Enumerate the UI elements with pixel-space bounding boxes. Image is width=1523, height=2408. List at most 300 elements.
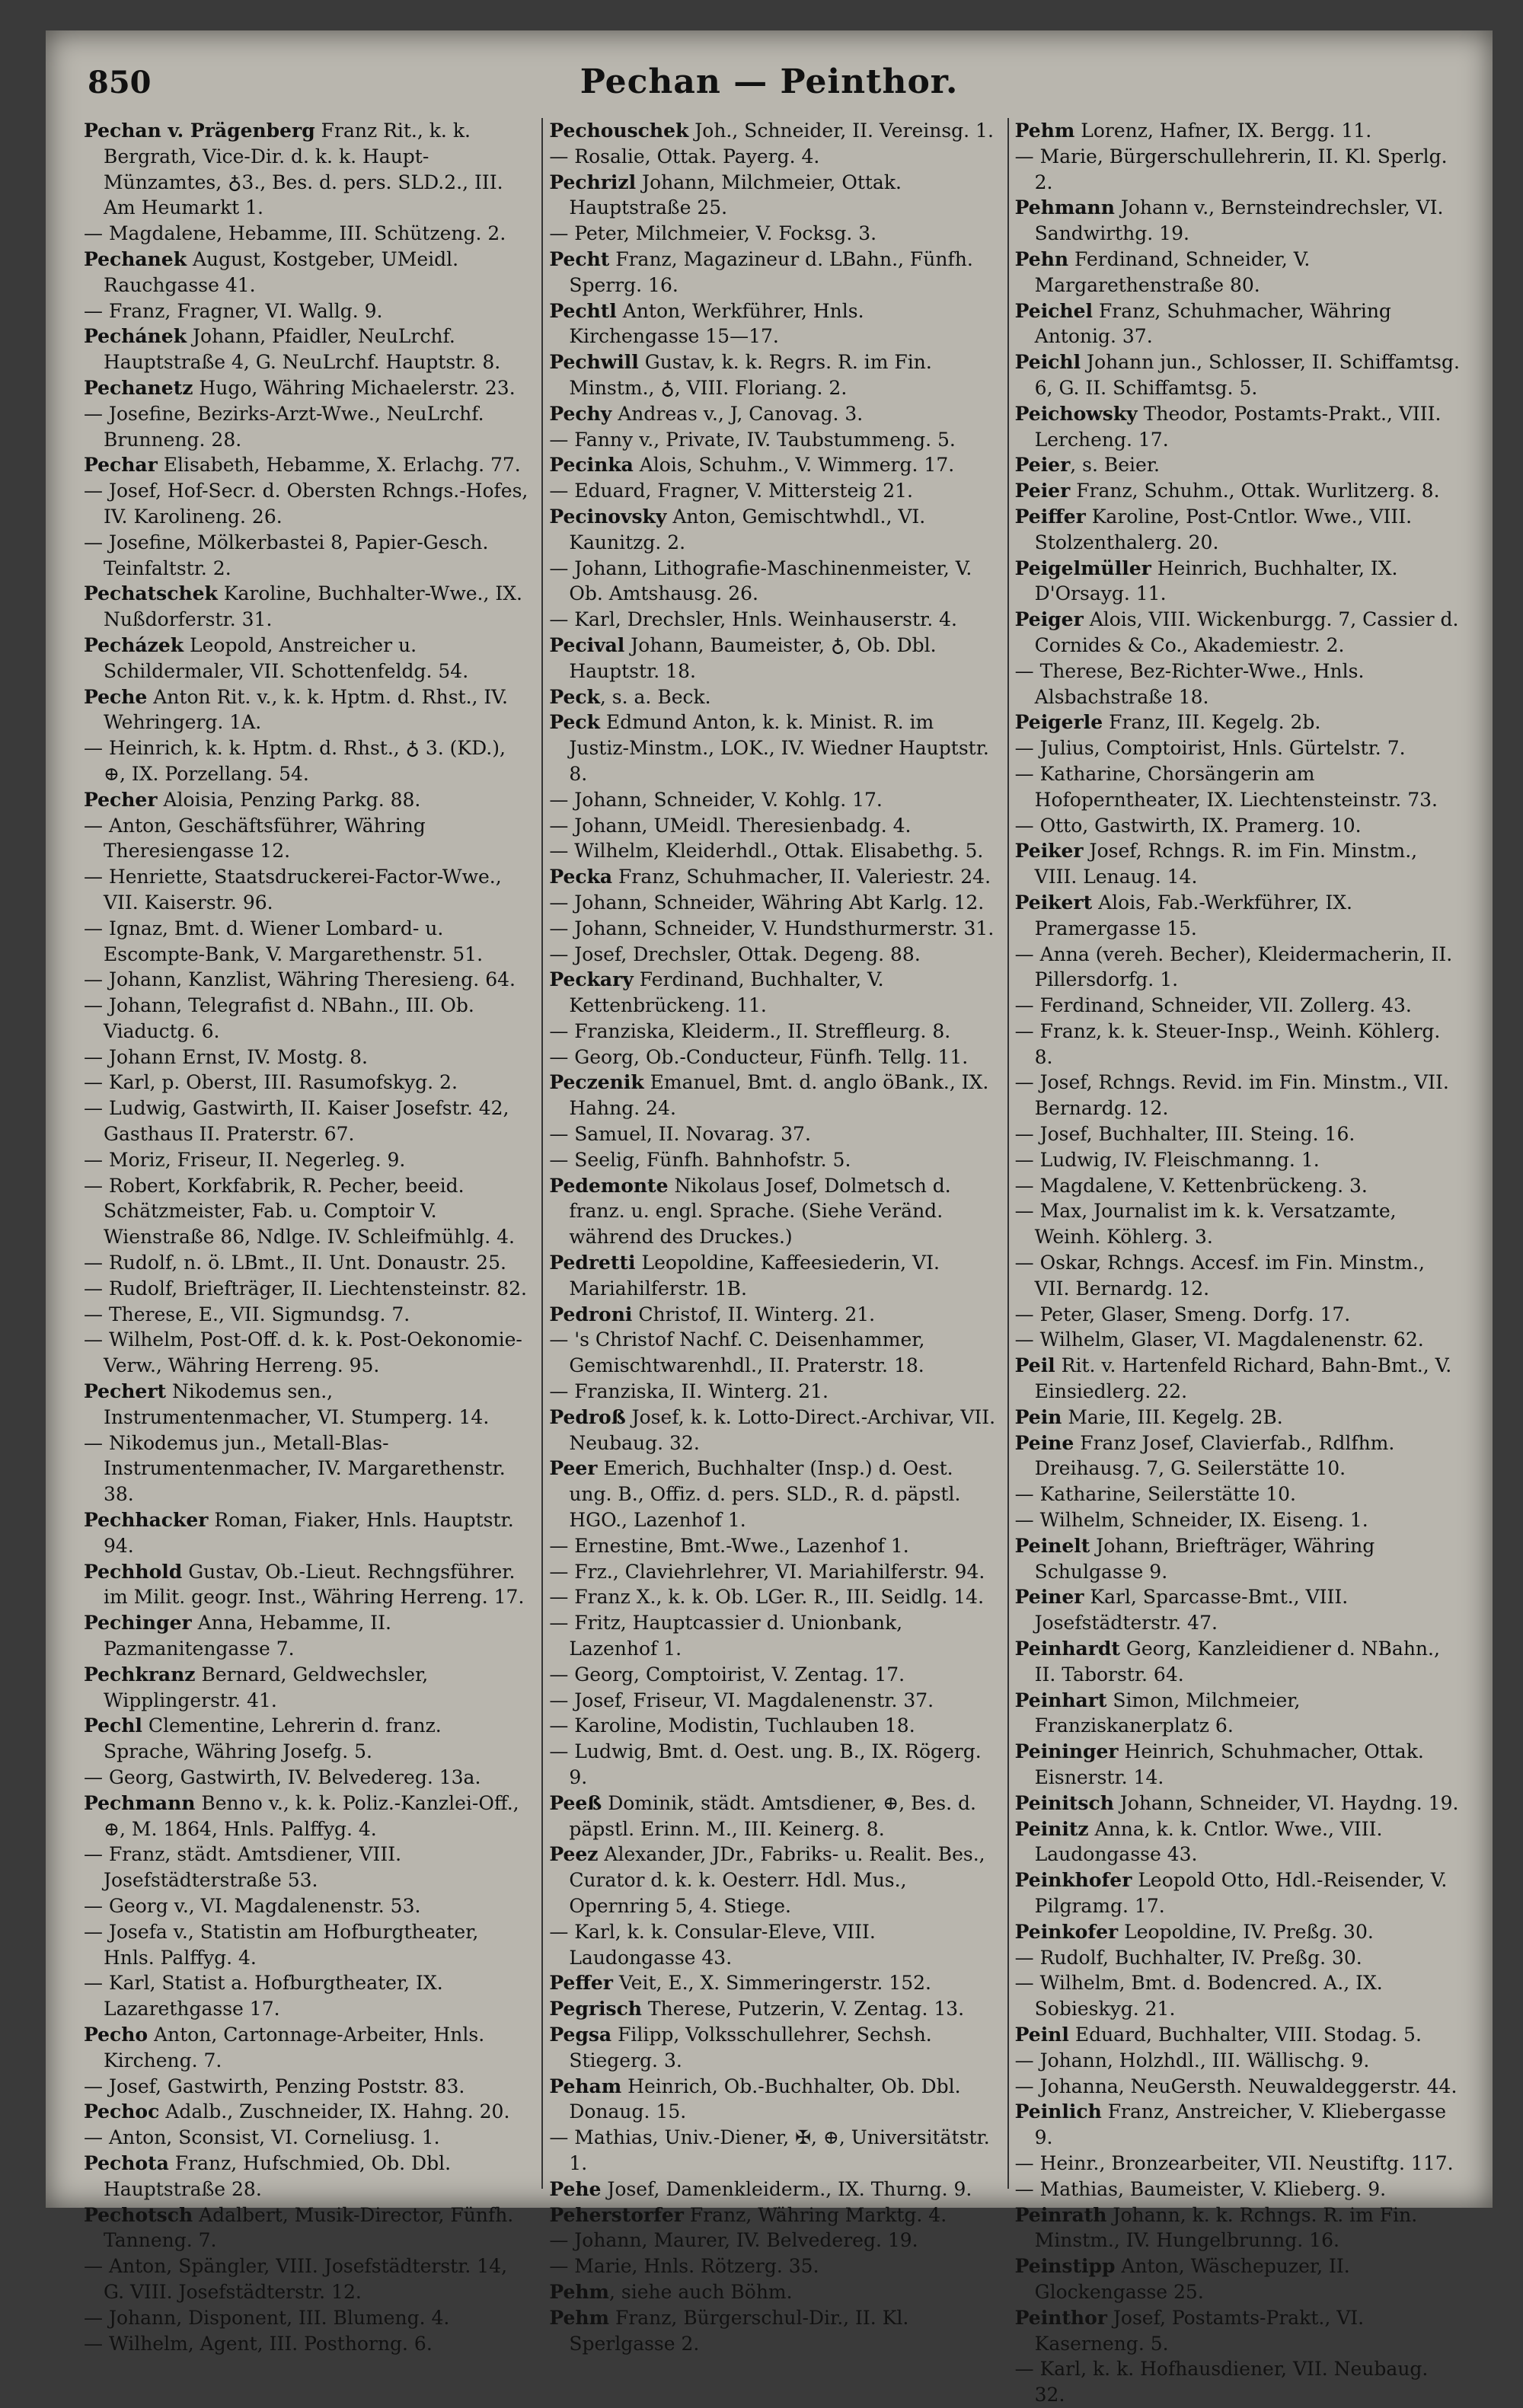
entry-surname: Peham (549, 2075, 622, 2097)
entry-details: — Nikodemus jun., Metall-Blas-Instrumentenmacher, IV. Margarethenstr. 38. (84, 1431, 506, 1506)
directory-entry (1015, 1739, 1462, 1791)
directory-entry (1015, 1919, 1462, 1945)
entry-details: — Franziska, II. Winterg. 21. (549, 1380, 829, 1403)
entry-surname: Peck (549, 711, 600, 734)
directory-entry (1015, 838, 1462, 890)
directory-entry (549, 1533, 996, 1559)
directory-entry (1015, 1327, 1462, 1353)
entry-details: Franz, Schuhmacher, Währing Antonig. 37. (1034, 299, 1391, 348)
directory-entry (84, 581, 531, 633)
entry-details: Josef, Postamts-Prakt., VI. Kaserneng. 5. (1034, 2306, 1365, 2355)
entry-details: — Franz X., k. k. Ob. LGer. R., III. Seidlg. 14. (549, 1586, 985, 1609)
entry-surname: Pechan v. Prägenberg (84, 120, 315, 142)
entry-surname: Pechwill (549, 351, 639, 374)
entry-details: Franz, Schuhmacher, II. Valeriestr. 24. (612, 866, 991, 888)
running-title: Pechan — Peinthor. (580, 62, 959, 101)
entry-details: Heinrich, Buchhalter, IX. D'Orsayg. 11. (1034, 557, 1398, 605)
directory-entry (549, 2125, 996, 2177)
entry-details: — Josef, Hof-Secr. d. Obersten Rchngs.-Hofes, IV. Karolineng. 26. (84, 480, 528, 528)
directory-entry (549, 1250, 996, 1302)
entry-details: Franz, Währing Marktg. 4. (683, 2203, 947, 2226)
entry-surname: Pechtl (549, 299, 617, 322)
entry-details: Johann v., Bernsteindrechsler, VI. Sandwirthg. 19. (1034, 196, 1444, 245)
directory-entry (549, 401, 996, 427)
directory-entry (84, 1765, 531, 1791)
directory-entry (549, 1791, 996, 1842)
entry-details: Anton, Gemischtwhdl., VI. Kaunitzg. 2. (569, 505, 926, 553)
directory-entry (84, 2125, 531, 2151)
directory-entry (1015, 2099, 1462, 2151)
entry-surname: Peikert (1014, 891, 1093, 914)
directory-entry (1015, 1250, 1462, 1302)
entry-details: Josef, Damenkleiderm., IX. Thurng. 9. (601, 2177, 972, 2200)
entry-details: — Johann, Disponent, III. Blumeng. 4. (84, 2306, 450, 2329)
directory-entry (84, 1662, 531, 1714)
entry-details: Johann, Pfaidler, NeuLrchf. Hauptstraße 4, G. NeuLrchf. Hauptstr. 8. (104, 325, 501, 374)
directory-entry (1015, 2356, 1462, 2408)
entry-details: — Johann, Schneider, Währing Abt Karlg. 12. (549, 891, 985, 914)
entry-details: Gustav, Ob.-Lieut. Rechngsführer. im Milit. geogr. Inst., Währing Herreng. 17. (104, 1560, 525, 1609)
directory-entry (1015, 195, 1462, 247)
entry-surname: Pechanetz (84, 376, 193, 399)
entry-details: — Julius, Comptoirist, Hnls. Gürtelstr. 7. (1014, 737, 1406, 760)
entry-details: Roman, Fiaker, Hnls. Hauptstr. 94. (104, 1509, 514, 1557)
entry-details: — Magdalene, Hebamme, III. Schützeng. 2. (84, 222, 506, 245)
entry-surname: Pechy (549, 402, 612, 425)
entry-details: — 's Christof Nachf. C. Deisenhammer, Gemischtwarenhdl., II. Praterstr. 18. (549, 1328, 925, 1377)
directory-entry (84, 1791, 531, 1842)
entry-details: — Ludwig, Gastwirth, II. Kaiser Josefstr. 42, Gasthaus II. Praterstr. 67. (84, 1097, 509, 1146)
entry-details: — Karl, Statist a. Hofburgtheater, IX. Lazarethgasse 17. (84, 1972, 443, 2020)
page-number: 850 (88, 65, 152, 100)
entry-details: Johann, Milchmeier, Ottak. Hauptstraße 25. (569, 171, 902, 219)
entry-surname: Peche (84, 685, 148, 708)
directory-entry (549, 221, 996, 247)
entry-details: — Karl, k. k. Consular-Eleve, VIII. Laudongasse 43. (549, 1920, 876, 1969)
directory-entry (1015, 1173, 1462, 1199)
entry-surname: Peil (1014, 1354, 1055, 1377)
directory-entry (1015, 298, 1462, 350)
directory-entry (84, 1559, 531, 1611)
entry-surname: Peinstipp (1014, 2255, 1116, 2278)
entry-details: Franz, Hufschmied, Ob. Dbl. Hauptstraße 28. (104, 2151, 452, 2200)
directory-entry (549, 942, 996, 968)
entry-surname: Pedroni (549, 1303, 633, 1325)
directory-entry (549, 556, 996, 608)
entry-surname: Pehm (549, 2306, 609, 2329)
directory-entry (84, 1610, 531, 1662)
entry-surname: Peichowsky (1014, 402, 1138, 425)
entry-details: Karl, Sparcasse-Bmt., VIII. Josefstädterstr. 47. (1034, 1586, 1349, 1635)
directory-entry (84, 735, 531, 787)
directory-entry (1015, 2151, 1462, 2177)
entry-details: — Ferdinand, Schneider, VII. Zollerg. 43. (1014, 994, 1412, 1017)
directory-entry (1015, 1302, 1462, 1328)
entry-details: — Wilhelm, Kleiderhdl., Ottak. Elisabethg. 5. (549, 840, 984, 863)
directory-entry (84, 1430, 531, 1507)
entry-details: Heinrich, Ob.-Buchhalter, Ob. Dbl. Donaug. 15. (569, 2075, 961, 2123)
entry-details: — Karl, k. k. Hofhausdiener, VII. Neubaug. 32. (1014, 2358, 1429, 2406)
entry-details: — Johann, Schneider, V. Kohlg. 17. (549, 788, 883, 811)
directory-entry (84, 1096, 531, 1147)
directory-entry (549, 478, 996, 504)
entry-details: — Seelig, Fünfh. Bahnhofstr. 5. (549, 1148, 851, 1171)
directory-entry (1015, 1867, 1462, 1919)
entry-surname: Pechota (84, 2151, 169, 2174)
directory-entry (84, 298, 531, 324)
entry-surname: Pegsa (549, 2023, 612, 2046)
directory-entry (84, 452, 531, 478)
entry-surname: Pecher (84, 788, 158, 811)
entry-details: — Ernestine, Bmt.-Wwe., Lazenhof 1. (549, 1534, 909, 1557)
entry-surname: Peinrath (1014, 2203, 1107, 2226)
directory-entry (549, 1045, 996, 1070)
directory-entry (549, 684, 996, 710)
entry-details: — Josef, Buchhalter, III. Steing. 16. (1014, 1123, 1355, 1146)
entry-details: — Heinrich, k. k. Hptm. d. Rhst., ♁ 3. (KD.), ⊕, IX. Porzellang. 54. (84, 737, 506, 785)
directory-entry (1015, 2253, 1462, 2305)
entry-surname: Pechatschek (84, 582, 218, 605)
entry-details: — Anton, Sconsist, VI. Corneliusg. 1. (84, 2126, 440, 2149)
directory-entry (1015, 1198, 1462, 1250)
directory-entry (1015, 1507, 1462, 1533)
entry-details: Johann, Briefträger, Währing Schulgasse 9. (1034, 1534, 1375, 1583)
directory-entry (1015, 504, 1462, 556)
directory-entry (84, 530, 531, 582)
entry-details: Leopoldine, Kaffeesiederin, VI. Mariahilferstr. 1B. (569, 1252, 940, 1300)
entry-details: — Katharine, Chorsängerin am Hofoperntheater, IX. Liechtensteinstr. 73. (1014, 762, 1438, 811)
entry-details: — Josef, Friseur, VI. Magdalenenstr. 37. (549, 1689, 934, 1711)
entry-details: Hugo, Währing Michaelerstr. 23. (193, 376, 516, 399)
entry-details: — Peter, Glaser, Smeng. Dorfg. 17. (1014, 1303, 1351, 1325)
directory-entry (84, 1327, 531, 1379)
entry-details: Dominik, städt. Amtsdiener, ⊕, Bes. d. päpstl. Erinn. M., III. Keinerg. 8. (569, 1791, 976, 1840)
entry-details: Franz, Bürgerschul-Dir., II. Kl. Sperlgasse 2. (569, 2306, 909, 2355)
entry-details: — Josef, Gastwirth, Penzing Poststr. 83. (84, 2075, 465, 2097)
entry-details: Veit, E., X. Simmeringerstr. 152. (612, 1972, 931, 1995)
entry-details: — Johanna, NeuGersth. Neuwaldeggerstr. 44. (1014, 2075, 1458, 2097)
directory-entry (1015, 556, 1462, 608)
directory-entry (1015, 1791, 1462, 1816)
directory-entry (1015, 2074, 1462, 2100)
directory-entry (1015, 1970, 1462, 2022)
directory-entry (84, 813, 531, 865)
entry-surname: Pechotsch (84, 2203, 193, 2226)
directory-entry (549, 1688, 996, 1714)
directory-entry (549, 2177, 996, 2202)
directory-entry (549, 452, 996, 478)
entry-details: — Georg, Gastwirth, IV. Belvedereg. 13a. (84, 1766, 481, 1788)
entry-surname: Pechar (84, 454, 158, 477)
entry-details: , siehe auch Böhm. (609, 2280, 793, 2303)
directory-entry (84, 1276, 531, 1302)
entry-details: Franz, Anstreicher, V. Kliebergasse 9. (1034, 2100, 1446, 2149)
directory-entry (1015, 1533, 1462, 1585)
entry-surname: Peez (549, 1843, 599, 1866)
directory-entry (549, 1996, 996, 2022)
directory-entry (84, 1302, 531, 1328)
directory-entry (549, 118, 996, 144)
entry-surname: Pehn (1014, 247, 1069, 270)
entry-details: Christof, II. Winterg. 21. (632, 1303, 876, 1325)
entry-details: — Anton, Spängler, VIII. Josefstädterstr. 14, G. VIII. Josefstädterstr. 12. (84, 2255, 508, 2303)
entry-details: Johann, k. k. Rchngs. R. im Fin. Minstm., IV. Hungelbrunng. 16. (1034, 2203, 1418, 2252)
entry-surname: Pegrisch (549, 1998, 642, 2020)
directory-entry (549, 2022, 996, 2074)
entry-surname: Pehmann (1014, 196, 1115, 219)
directory-entry (1015, 813, 1462, 839)
entry-surname: Pein (1014, 1405, 1062, 1428)
directory-entry (549, 2228, 996, 2253)
entry-surname: Peiker (1014, 840, 1084, 863)
directory-entry (549, 710, 996, 786)
entry-surname: Pecinovsky (549, 505, 667, 528)
directory-entry (84, 2253, 531, 2305)
entry-details: Ferdinand, Buchhalter, V. Kettenbrückeng. 11. (569, 968, 884, 1017)
entry-surname: Pechhold (84, 1560, 183, 1583)
entry-details: — Samuel, II. Novarag. 37. (549, 1123, 811, 1146)
entry-details: Aloisia, Penzing Parkg. 88. (157, 788, 421, 811)
entry-details: August, Kostgeber, UMeidl. Rauchgasse 41. (104, 247, 459, 296)
entry-details: — Max, Journalist im k. k. Versatzamte, Weinh. Köhlerg. 3. (1014, 1200, 1397, 1249)
entry-details: Anna, k. k. Cntlor. Wwe., VIII. Laudongasse 43. (1034, 1817, 1383, 1866)
entry-details: — Robert, Korkfabrik, R. Pecher, beeid. Schätzmeister, Fab. u. Comptoir V. Wienstraße 86, Ndlge. IV. Schleifmühlg. 4. (84, 1174, 515, 1249)
entry-surname: Peinlich (1014, 2100, 1102, 2123)
entry-surname: Pechl (84, 1714, 142, 1737)
entry-details: Nikodemus sen., Instrumentenmacher, VI. Stumperg. 14. (104, 1380, 490, 1428)
entry-details: — Marie, Hnls. Rötzerg. 35. (549, 2255, 819, 2278)
entry-surname: Peinthor (1014, 2306, 1107, 2329)
entry-details: Emerich, Buchhalter (Insp.) d. Oest. ung. B., Offiz. d. pers. SLD., R. d. päpstl. HGO., Lazenhof 1. (569, 1457, 961, 1532)
entry-surname: Pechrizl (549, 171, 637, 193)
entry-details: Karoline, Post-Cntlor. Wwe., VIII. Stolzenthalerg. 20. (1034, 505, 1413, 553)
entry-details: Franz, Magazineur d. LBahn., Fünfh. Sperrg. 16. (569, 247, 973, 296)
entry-details: — Mathias, Baumeister, V. Klieberg. 9. (1014, 2177, 1387, 2200)
directory-entry (1015, 1121, 1462, 1147)
entry-details: Lorenz, Hafner, IX. Bergg. 11. (1074, 120, 1372, 142)
directory-entry (1015, 349, 1462, 401)
directory-entry (549, 838, 996, 864)
entry-details: — Josefine, Mölkerbastei 8, Papier-Gesch. Teinfaltstr. 2. (84, 531, 489, 579)
entry-details: — Eduard, Fragner, V. Mittersteig 21. (549, 480, 913, 502)
directory-entry (84, 1173, 531, 1250)
directory-entry (1015, 942, 1462, 993)
entry-details: Alois, Fab.-Werkführer, IX. Pramergasse 15. (1034, 891, 1352, 939)
entry-details: Leopold, Anstreicher u. Schildermaler, VII. Schottenfeldg. 54. (104, 633, 469, 682)
directory-entry (84, 1045, 531, 1070)
directory-entry (84, 2331, 531, 2357)
directory-entry (549, 1610, 996, 1662)
entry-details: — Johann, UMeidl. Theresienbadg. 4. (549, 814, 912, 837)
entry-details: — Otto, Gastwirth, IX. Pramerg. 10. (1014, 814, 1362, 837)
directory-entry (84, 1070, 531, 1096)
entry-details: — Georg v., VI. Magdalenenstr. 53. (84, 1894, 421, 1917)
entry-details: — Anna (vereh. Becher), Kleidermacherin, II. Pillersdorfg. 1. (1014, 942, 1453, 991)
entry-surname: Peichel (1014, 299, 1093, 322)
directory-entry (84, 2202, 531, 2254)
directory-entry (549, 1713, 996, 1739)
entry-details: Theodor, Postamts-Prakt., VIII. Lercheng. 17. (1034, 402, 1442, 451)
entry-surname: Pechert (84, 1380, 167, 1403)
entry-surname: Peinhardt (1014, 1638, 1120, 1660)
entry-details: Georg, Kanzleidiener d. NBahn., II. Taborstr. 64. (1034, 1638, 1440, 1686)
entry-details: Elisabeth, Hebamme, X. Erlachg. 77. (157, 454, 521, 477)
directory-entry (1015, 1584, 1462, 1636)
directory-entry (549, 1019, 996, 1045)
entry-details: — Georg, Comptoirist, V. Zentag. 17. (549, 1663, 905, 1686)
directory-entry (84, 864, 531, 916)
entry-details: — Franz, Fragner, VI. Wallg. 9. (84, 299, 383, 322)
directory-entry (84, 2022, 531, 2074)
entry-details: — Johann, Telegrafist d. NBahn., III. Ob. Viaductg. 6. (84, 994, 474, 1042)
directory-entry (549, 787, 996, 813)
entry-surname: Pechouschek (549, 120, 689, 142)
directory-entry (84, 2074, 531, 2100)
directory-entry (84, 787, 531, 813)
entry-details: — Ignaz, Bmt. d. Wiener Lombard- u. Escompte-Bank, V. Margarethenstr. 51. (84, 917, 484, 965)
entry-details: — Fanny v., Private, IV. Taubstummeng. 5. (549, 428, 956, 451)
directory-entry (1015, 1019, 1462, 1070)
directory-entry (549, 1842, 996, 1918)
entry-details: , s. a. Beck. (599, 685, 711, 708)
entry-details: Clementine, Lehrerin d. franz. Sprache, Währing Josefg. 5. (104, 1714, 442, 1763)
entry-details: — Johann, Holzhdl., III. Wällischg. 9. (1014, 2049, 1370, 2072)
entry-details: — Anton, Geschäftsführer, Währing Theresiengasse 12. (84, 814, 426, 863)
directory-entry (84, 1893, 531, 1919)
directory-entry (84, 916, 531, 968)
entry-surname: Peiffer (1014, 505, 1086, 528)
directory-entry (84, 1713, 531, 1765)
directory-entry (549, 813, 996, 839)
directory-entry (549, 916, 996, 942)
entry-surname: Pedroß (549, 1405, 626, 1428)
directory-entry (549, 607, 996, 633)
entry-details: — Rudolf, Briefträger, II. Liechtensteinstr. 82. (84, 1277, 527, 1300)
entry-surname: Peinkhofer (1014, 1869, 1132, 1892)
directory-entry (84, 2099, 531, 2125)
directory-entry (84, 478, 531, 530)
entry-surname: Peiner (1014, 1586, 1084, 1609)
directory-entry (84, 967, 531, 993)
directory-entry (1015, 890, 1462, 942)
entry-details: — Ludwig, Bmt. d. Oest. ung. B., IX. Rögerg. 9. (549, 1740, 982, 1788)
directory-entry (549, 298, 996, 350)
directory-entry (549, 1173, 996, 1250)
entry-details: Johann jun., Schlosser, II. Schiffamtsg. 6, G. II. Schiffamtsg. 5. (1034, 351, 1460, 399)
directory-entry (84, 1147, 531, 1173)
entry-details: Anna, Hebamme, II. Pazmanitengasse 7. (104, 1612, 391, 1660)
directory-entry (549, 1919, 996, 1971)
directory-entry (549, 1147, 996, 1173)
entry-details: — Franziska, Kleiderm., II. Streffleurg. 8. (549, 1019, 951, 1042)
directory-entry (84, 993, 531, 1045)
entry-surname: Peck (549, 685, 600, 708)
entry-surname: Peinl (1014, 2023, 1069, 2046)
directory-entry (549, 1970, 996, 1996)
directory-entry (1015, 247, 1462, 298)
entry-details: — Josefine, Bezirks-Arzt-Wwe., NeuLrchf. Brunneng. 28. (84, 402, 484, 451)
entry-surname: Peczenik (549, 1071, 644, 1094)
directory-entry (549, 864, 996, 890)
entry-details: Bernard, Geldwechsler, Wipplingerstr. 41. (104, 1663, 429, 1711)
entry-details: Eduard, Buchhalter, VIII. Stodag. 5. (1068, 2023, 1422, 2046)
entry-details: — Josef, Rchngs. Revid. im Fin. Minstm., VII. Bernardg. 12. (1014, 1071, 1449, 1120)
entry-surname: Pedemonte (549, 1174, 669, 1197)
entry-details: — Rudolf, Buchhalter, IV. Preßg. 30. (1014, 1946, 1362, 1969)
entry-details: Heinrich, Schuhmacher, Ottak. Eisnerstr. 14. (1034, 1740, 1424, 1788)
directory-entry (549, 1559, 996, 1585)
entry-details: Gustav, k. k. Regrs. R. im Fin. Minstm., ♁, VIII. Floriang. 2. (569, 351, 932, 399)
entry-surname: Peiger (1014, 608, 1084, 631)
directory-entry (549, 144, 996, 170)
directory-entry (549, 1405, 996, 1456)
directory-entry (84, 1250, 531, 1276)
entry-details: Anton, Werkführer, Hnls. Kirchengasse 15—17. (569, 299, 864, 348)
entry-details: Emanuel, Bmt. d. anglo öBank., IX. Hahng. 24. (569, 1071, 989, 1120)
directory-entry (1015, 1816, 1462, 1868)
directory-entry (1015, 401, 1462, 453)
entry-surname: Peffer (549, 1972, 613, 1995)
entry-details: — Mathias, Univ.-Diener, ✠, ⊕, Universitätstr. 1. (549, 2126, 990, 2174)
entry-details: Therese, Putzerin, V. Zentag. 13. (641, 1998, 965, 2020)
directory-entry (549, 1121, 996, 1147)
entry-surname: Peeß (549, 1791, 602, 1814)
entry-surname: Pechoc (84, 2100, 160, 2123)
directory-entry (84, 221, 531, 247)
directory-entry (549, 2279, 996, 2305)
entry-details: Ferdinand, Schneider, V. Margarethenstraße 80. (1034, 247, 1311, 296)
entry-details: Adalb., Zuschneider, IX. Hahng. 20. (159, 2100, 510, 2123)
entry-surname: Pehe (549, 2177, 602, 2200)
directory-entry (549, 170, 996, 222)
entry-details: — Franz, städt. Amtsdiener, VIII. Josefstädterstraße 53. (84, 1843, 402, 1892)
entry-surname: Peininger (1014, 1740, 1119, 1763)
directory-entry (549, 247, 996, 298)
entry-details: Joh., Schneider, II. Vereinsg. 1. (688, 120, 994, 142)
entry-details: Anton Rit. v., k. k. Hptm. d. Rhst., IV. Wehringerg. 1A. (104, 685, 508, 734)
entry-surname: Peinitz (1014, 1817, 1089, 1840)
directory-entry (1015, 1070, 1462, 1121)
directory-entry (1015, 761, 1462, 813)
entry-details: — Moriz, Friseur, II. Negerleg. 9. (84, 1148, 406, 1171)
directory-entry (84, 1842, 531, 1893)
entry-details: Leopold Otto, Hdl.-Reisender, V. Pilgramg. 17. (1034, 1869, 1448, 1917)
directory-entry (1015, 1430, 1462, 1482)
entry-surname: Pechánek (84, 325, 187, 348)
entry-details: Josef, Rchngs. R. im Fin. Minstm., VIII. Lenaug. 14. (1034, 840, 1418, 888)
directory-entry (549, 2074, 996, 2126)
entry-details: Adalbert, Musik-Director, Fünfh. Tanneng. 7. (104, 2203, 514, 2252)
entry-details: — Josefa v., Statistin am Hofburgtheater, Hnls. Palffyg. 4. (84, 1920, 479, 1969)
directory-entry (549, 504, 996, 556)
entry-surname: Peer (549, 1457, 598, 1480)
directory-entry (1015, 478, 1462, 504)
entry-details: — Heinr., Bronzearbeiter, VII. Neustiftg. 117. (1014, 2151, 1454, 2174)
column-left (84, 118, 531, 2355)
entry-details: Franz, Schuhm., Ottak. Wurlitzerg. 8. (1070, 480, 1440, 502)
directory-entry (1015, 710, 1462, 735)
entry-details: Anton, Wäschepuzer, II. Glockengasse 25. (1034, 2255, 1350, 2303)
entry-surname: Peigelmüller (1014, 557, 1151, 579)
entry-surname: Pecht (549, 247, 610, 270)
directory-entry (1015, 607, 1462, 659)
entry-details: Alois, Schuhm., V. Wimmerg. 17. (633, 454, 955, 477)
entry-surname: Pehm (549, 2280, 609, 2303)
entry-details: — Georg, Ob.-Conducteur, Fünfh. Tellg. 11. (549, 1045, 969, 1068)
entry-details: — Ludwig, IV. Fleischmanng. 1. (1014, 1148, 1320, 1171)
entry-details: — Frz., Claviehrlehrer, VI. Mariahilferstr. 94. (549, 1560, 985, 1583)
entry-surname: Pechmann (84, 1791, 196, 1814)
